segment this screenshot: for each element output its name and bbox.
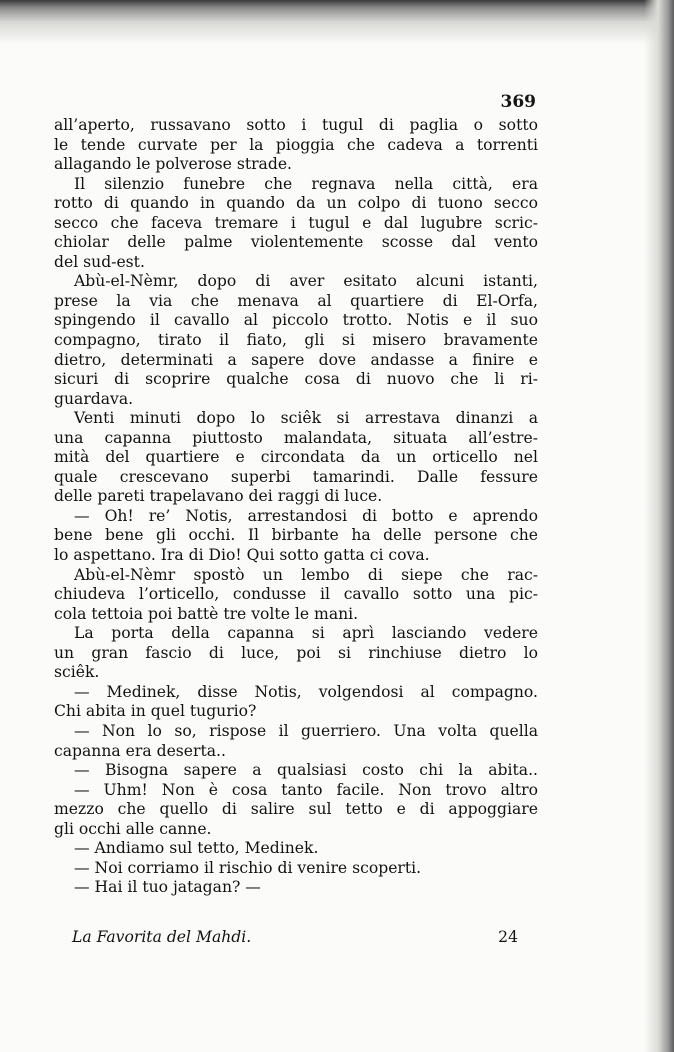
text-line: — Non lo so, rispose il guerriero. Una volta quella [74,721,538,740]
text-line: secco che faceva tremare i tugul e dal lugubre scric- [54,213,538,232]
text-line: chiudeva l’orticello, condusse il cavallo sotto una pic- [54,585,538,604]
text-line: cola tettoia poi battè tre volte le mani. [54,604,359,623]
text-line: Il silenzio funebre che regnava nella città, era [74,174,538,193]
text-line: La porta della capanna si aprì lasciando vedere [74,624,538,643]
text-line: capanna era deserta.. [54,741,226,760]
text-line: — Medinek, disse Notis, volgendosi al compagno. [74,682,538,701]
text-line: le tende curvate per la pioggia che cadeva a torrenti [54,135,538,154]
text-line: — Oh! re’ Notis, arrestandosi di botto e aprendo [74,506,538,525]
text-line: del sud-est. [54,252,145,271]
text-line: allagando le polverose strade. [54,155,293,174]
text-line: delle pareti trapelavano dei raggi di luce. [54,487,383,506]
text-line: rotto di quando in quando da un colpo di tuono secco [54,194,538,213]
text-line: bene bene gli occhi. Il birbante ha delle persone che [54,526,538,545]
footer-signature-number: 24 [498,928,518,946]
text-line: una capanna piuttosto malandata, situata all’estre- [54,428,538,447]
text-line: sicuri di scoprire qualche cosa di nuovo che li ri- [54,370,538,389]
text-line: lo aspettano. Ira di Dio! Qui sotto gatta ci cova. [54,546,430,565]
text-line: — Hai il tuo jatagan? — [74,878,261,897]
text-line: Venti minuti dopo lo sciêk si arrestava dinanzi a [74,409,538,428]
scan-shadow-top [0,0,674,44]
page-footer [72,926,518,948]
text-line: — Uhm! Non è cosa tanto facile. Non trovo altro [74,780,538,799]
text-line: Abù-el-Nèmr, dopo di aver esitato alcuni istanti, [74,272,538,291]
body-text [54,116,538,898]
text-line: — Bisogna sapere a qualsiasi costo chi la abita.. [74,761,538,780]
text-line: guardava. [54,389,134,408]
text-line: mità del quartiere e circondata da un orticello nel [54,448,538,467]
text-line: — Noi corriamo il rischio di venire scoperti. [74,858,422,877]
text-line: gli occhi alle canne. [54,819,212,838]
text-line: spingendo il cavallo al piccolo trotto. Notis e il suo [54,311,538,330]
scan-shadow-right [644,0,674,1052]
text-line: un gran fascio di luce, poi si rinchiuse dietro lo [54,643,538,662]
text-line: compagno, tirato il fiato, gli si misero bravamente [54,331,538,350]
page-number: 369 [500,92,536,112]
text-line: quale crescevano superbi tamarindi. Dalle fessure [54,467,538,486]
text-line: Chi abita in quel tugurio? [54,702,257,721]
text-line: chiolar delle palme violentemente scosse dal vento [54,233,538,252]
text-line: sciêk. [54,663,100,682]
text-line: all’aperto, russavano sotto i tugul di paglia o sotto [54,116,538,134]
text-line: — Andiamo sul tetto, Medinek. [74,839,319,858]
text-line: prese la via che menava al quartiere di El-Orfa, [54,291,538,310]
text-line: dietro, determinati a sapere dove andasse a finire e [54,350,538,369]
text-line: mezzo che quello di salire sul tetto e di appoggiare [54,800,538,819]
footer-book-title: La Favorita del Mahdi. [72,928,252,946]
text-line: Abù-el-Nèmr spostò un lembo di siepe che rac- [74,565,538,584]
